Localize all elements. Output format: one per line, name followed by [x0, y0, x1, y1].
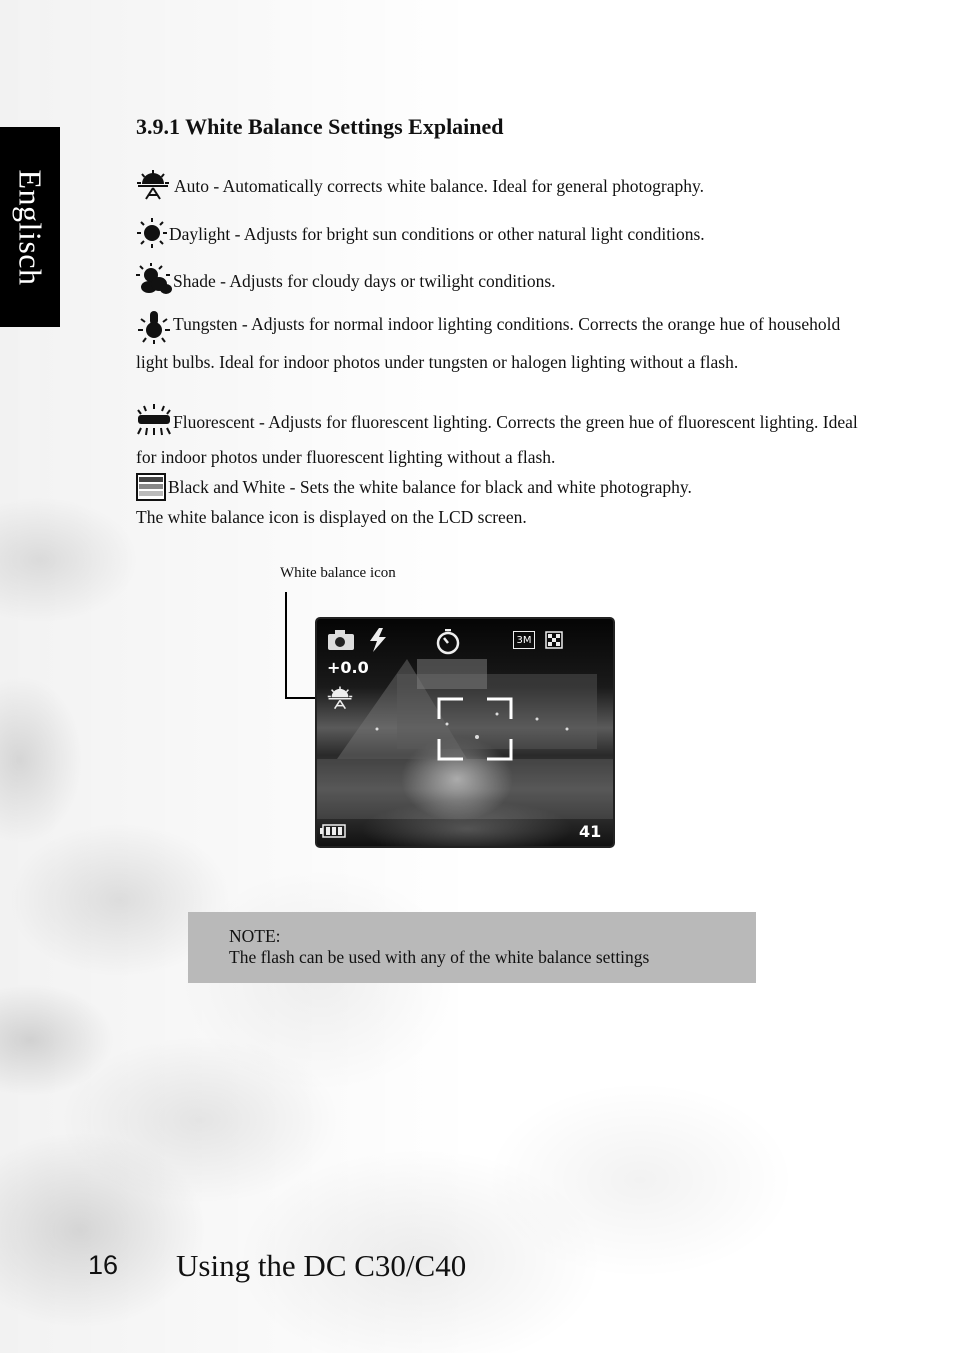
focus-frame — [437, 697, 513, 761]
shade-wb-icon — [136, 263, 172, 301]
lcd-screen — [315, 617, 615, 848]
footer-title: Using the DC C30/C40 — [176, 1248, 467, 1283]
section-heading: 3.9.1 White Balance Settings Explained — [136, 114, 504, 139]
setting-daylight — [136, 218, 861, 254]
setting-black-white — [136, 473, 861, 507]
auto-wb-icon — [136, 170, 170, 206]
fluorescent-wb-icon — [136, 404, 172, 442]
callout-line — [285, 592, 287, 698]
setting-black-white-text: Black and White - Sets the white balance for black and white photography. — [168, 477, 692, 497]
setting-tungsten — [136, 310, 861, 374]
exposure-value: +0.0 — [327, 658, 369, 677]
battery-icon — [320, 824, 346, 838]
resolution-badge: 3M — [513, 631, 535, 649]
callout-label: White balance icon — [280, 565, 396, 581]
language-side-tab — [0, 127, 60, 327]
flash-icon — [367, 628, 389, 652]
setting-auto — [136, 170, 861, 206]
setting-tungsten-text: Tungsten - Adjusts for normal indoor lighting conditions. Corrects the orange hue of household light bulbs. Ideal for indoor photos under tungsten or halogen lighting without a flash. — [136, 314, 841, 372]
setting-shade — [136, 263, 861, 301]
setting-shade-text: Shade - Adjusts for cloudy days or twilight conditions. — [173, 271, 556, 291]
setting-fluorescent-text: Fluorescent - Adjusts for fluorescent lighting. Corrects the green hue of fluorescent lighting. Ideal for indoor photos under fluorescent lighting without a flash. — [136, 412, 858, 467]
daylight-wb-icon — [136, 218, 168, 254]
self-timer-icon — [435, 629, 461, 655]
black-white-wb-icon — [136, 473, 166, 507]
lcd-auto-wb-icon — [327, 685, 353, 711]
quality-icon — [545, 631, 563, 649]
note-body: The flash can be used with any of the white balance settings — [229, 947, 650, 967]
setting-auto-text: Auto - Automatically corrects white balance. Ideal for general photography. — [174, 176, 704, 196]
lcd-sentence: The white balance icon is displayed on the LCD screen. — [136, 507, 527, 527]
setting-daylight-text: Daylight - Adjusts for bright sun conditions or other natural light conditions. — [169, 224, 705, 244]
shots-remaining: 41 — [579, 822, 602, 841]
camera-mode-icon — [327, 629, 355, 651]
tungsten-wb-icon — [136, 310, 172, 350]
note-box — [188, 912, 756, 983]
page-number: 16 — [88, 1250, 119, 1280]
side-tab-label: Englisch — [12, 169, 49, 285]
setting-fluorescent — [136, 404, 861, 473]
note-title: NOTE: — [229, 926, 281, 946]
